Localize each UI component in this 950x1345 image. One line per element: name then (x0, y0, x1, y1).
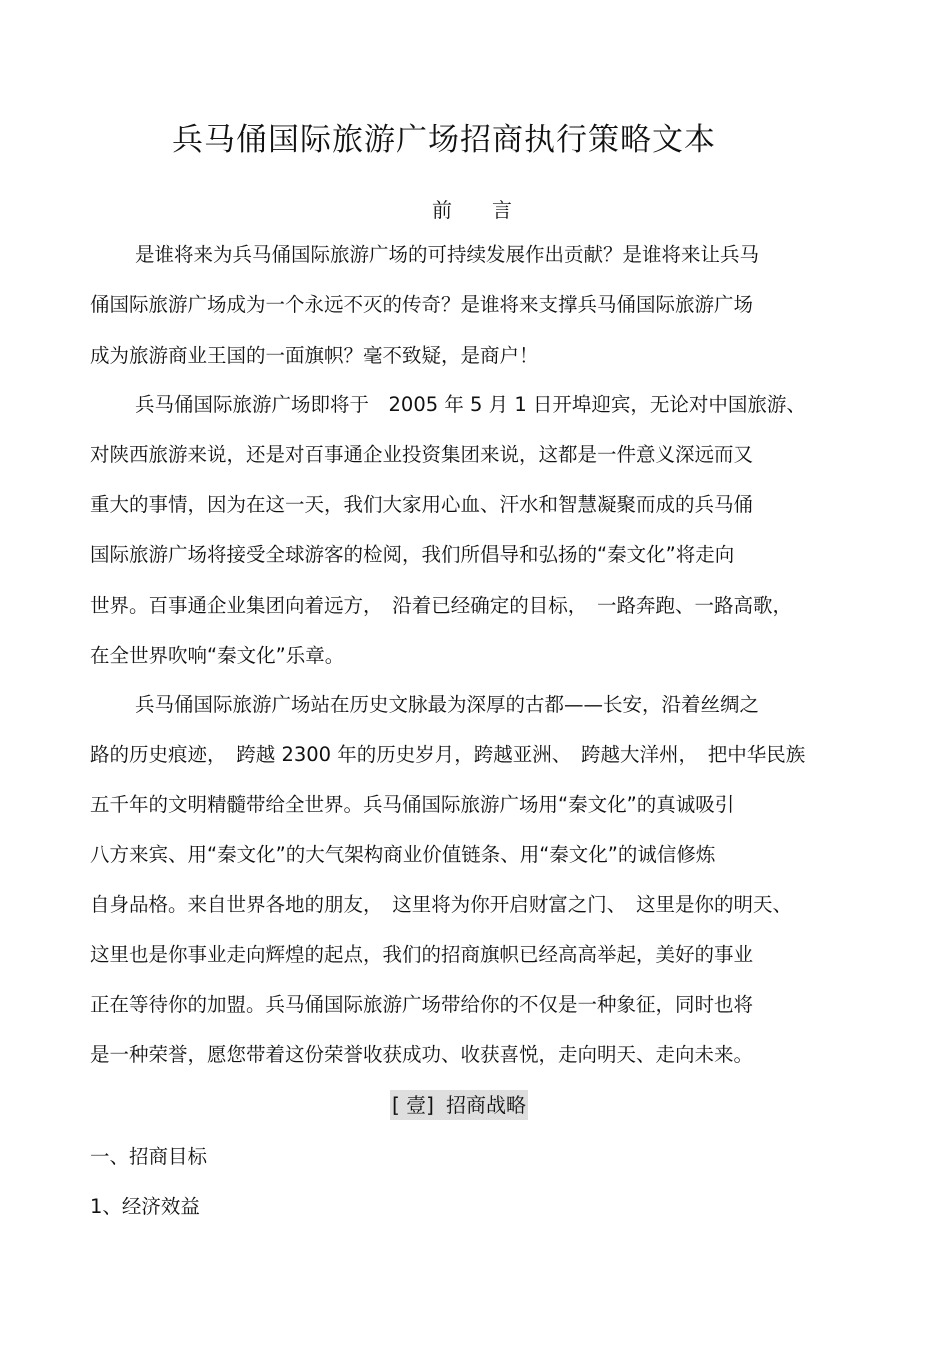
paragraph-2-line-4: 国际旅游广场将接受全球游客的检阅，我们所倡导和弘扬的“秦文化”将走向 (90, 543, 735, 566)
paragraph-1-line-3: 成为旅游商业王国的一面旗帜？毫不致疑，是商户！ (90, 344, 539, 367)
paragraph-3-line-4: 八方来宾、用“秦文化”的大气架构商业价值链条、用“秦文化”的诚信修炼 (90, 843, 716, 866)
paragraph-2-line-6: 在全世界吹响“秦文化”乐章。 (90, 644, 345, 667)
subsection-heading-1: 一、招商目标 (90, 1145, 208, 1168)
preface-label-1: 前 (432, 198, 452, 222)
paragraph-3-line-3: 五千年的文明精髓带给全世界。兵马俑国际旅游广场用“秦文化”的真诚吸引 (90, 793, 735, 816)
paragraph-2-line-3: 重大的事情，因为在这一天，我们大家用心血、汗水和智慧凝聚而成的兵马俑 (90, 493, 754, 516)
paragraph-3-line-2: 路的历史痕迹， 跨越 2300 年的历史岁月，跨越亚洲、 跨越大洋州， 把中华民族 (90, 743, 806, 766)
preface-label-2: 言 (492, 198, 512, 222)
section-heading (390, 1090, 528, 1120)
paragraph-3-line-5: 自身品格。来自世界各地的朋友， 这里将为你开启财富之门、 这里是你的明天、 (90, 893, 793, 916)
paragraph-3-line-7: 正在等待你的加盟。兵马俑国际旅游广场带给你的不仅是一种象征，同时也将 (90, 993, 754, 1016)
paragraph-1-line-1: 是谁将来为兵马俑国际旅游广场的可持续发展作出贡献？是谁将来让兵马 (135, 243, 760, 266)
paragraph-2-line-2: 对陕西旅游来说，还是对百事通企业投资集团来说，这都是一件意义深远而又 (90, 443, 754, 466)
paragraph-2-line-1: 兵马俑国际旅游广场即将于 2005 年 5 月 1 日开埠迎宾，无论对中国旅游、 (135, 393, 806, 416)
document-title: 兵马俑国际旅游广场招商执行策略文本 (172, 122, 716, 158)
section-title: 招商战略 (445, 1093, 526, 1117)
paragraph-3-line-6: 这里也是你事业走向辉煌的起点，我们的招商旗帜已经高高举起，美好的事业 (90, 943, 754, 966)
paragraph-3-line-1: 兵马俑国际旅游广场站在历史文脉最为深厚的古都——长安，沿着丝绸之 (135, 693, 760, 716)
section-number: [ 壹] (392, 1093, 434, 1117)
paragraph-1-line-2: 俑国际旅游广场成为一个永远不灭的传奇？是谁将来支撑兵马俑国际旅游广场 (90, 293, 754, 316)
preface-heading (432, 194, 512, 223)
paragraph-2-line-5: 世界。百事通企业集团向着远方， 沿着已经确定的目标， 一路奔跑、一路高歌， (90, 594, 793, 617)
subsection-heading-2: 1、经济效益 (90, 1195, 200, 1218)
paragraph-3-line-8: 是一种荣誉，愿您带着这份荣誉收获成功、收获喜悦，走向明天、走向未来。 (90, 1043, 754, 1066)
